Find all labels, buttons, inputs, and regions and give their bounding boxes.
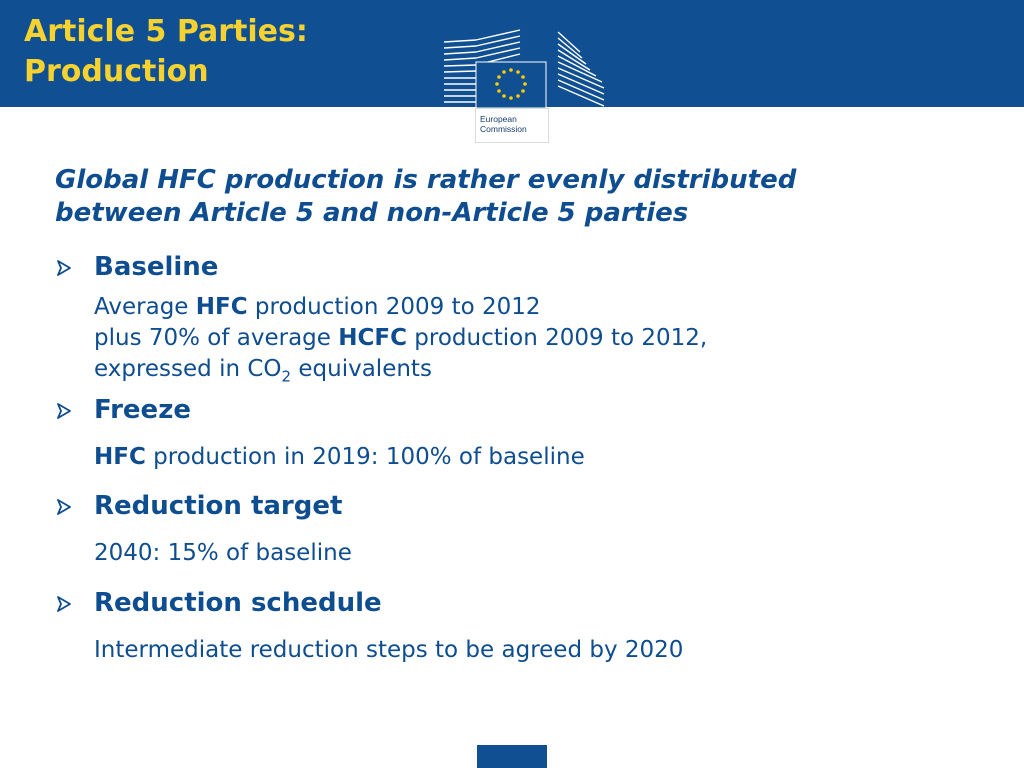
arrow-bullet-icon: [55, 595, 73, 613]
footer-eu-flag: [477, 745, 547, 768]
text-run: plus 70% of average: [94, 325, 339, 351]
body-line: [94, 442, 955, 473]
section-body: [94, 292, 955, 393]
intro-line-1: Global HFC production is rather evenly distributed: [55, 165, 797, 195]
body-line: Intermediate reduction steps to be agreed by 2020: [94, 637, 684, 663]
body-line: 2040: 15% of baseline: [94, 540, 352, 566]
section-body: [94, 635, 955, 666]
text-run: equivalents: [291, 356, 432, 382]
berlaymont-building-icon: [440, 28, 610, 108]
body-line: [94, 354, 955, 393]
text-run: expressed in CO: [94, 356, 282, 382]
logo-wordmark: [475, 108, 549, 143]
slide-title: [24, 12, 308, 92]
emphasis-hcfc: HCFC: [338, 325, 407, 351]
intro-line-2: between Article 5 and non-Article 5 parties: [55, 198, 689, 228]
section-body: [94, 538, 955, 569]
european-commission-logo: [440, 28, 610, 144]
section-baseline: [55, 251, 955, 393]
text-run: production in 2019: 100% of baseline: [145, 444, 585, 470]
text-run: Average: [94, 294, 196, 320]
emphasis-hfc: HFC: [195, 294, 248, 320]
section-title: Reduction schedule: [94, 588, 382, 618]
intro-statement: [55, 164, 955, 230]
section-reduction-target: [55, 490, 955, 569]
section-reduction-schedule: [55, 587, 955, 666]
text-run: production 2009 to 2012,: [406, 325, 708, 351]
section-freeze: [55, 394, 955, 473]
text-run: production 2009 to 2012: [247, 294, 541, 320]
section-body: [94, 442, 955, 473]
arrow-bullet-icon: [55, 402, 73, 420]
emphasis-hfc: HFC: [94, 444, 146, 470]
slide-title-line-2: Production: [24, 54, 209, 89]
slide-title-line-1: Article 5 Parties:: [24, 14, 308, 49]
body-line: [94, 323, 955, 354]
section-title: Freeze: [94, 395, 191, 425]
logo-word-european: European: [480, 114, 517, 124]
arrow-bullet-icon: [55, 498, 73, 516]
section-title: Reduction target: [94, 491, 343, 521]
section-title: Baseline: [94, 252, 219, 282]
arrow-bullet-icon: [55, 259, 73, 277]
subscript: 2: [281, 367, 292, 386]
body-line: [94, 292, 955, 323]
logo-word-commission: Commission: [480, 124, 527, 134]
